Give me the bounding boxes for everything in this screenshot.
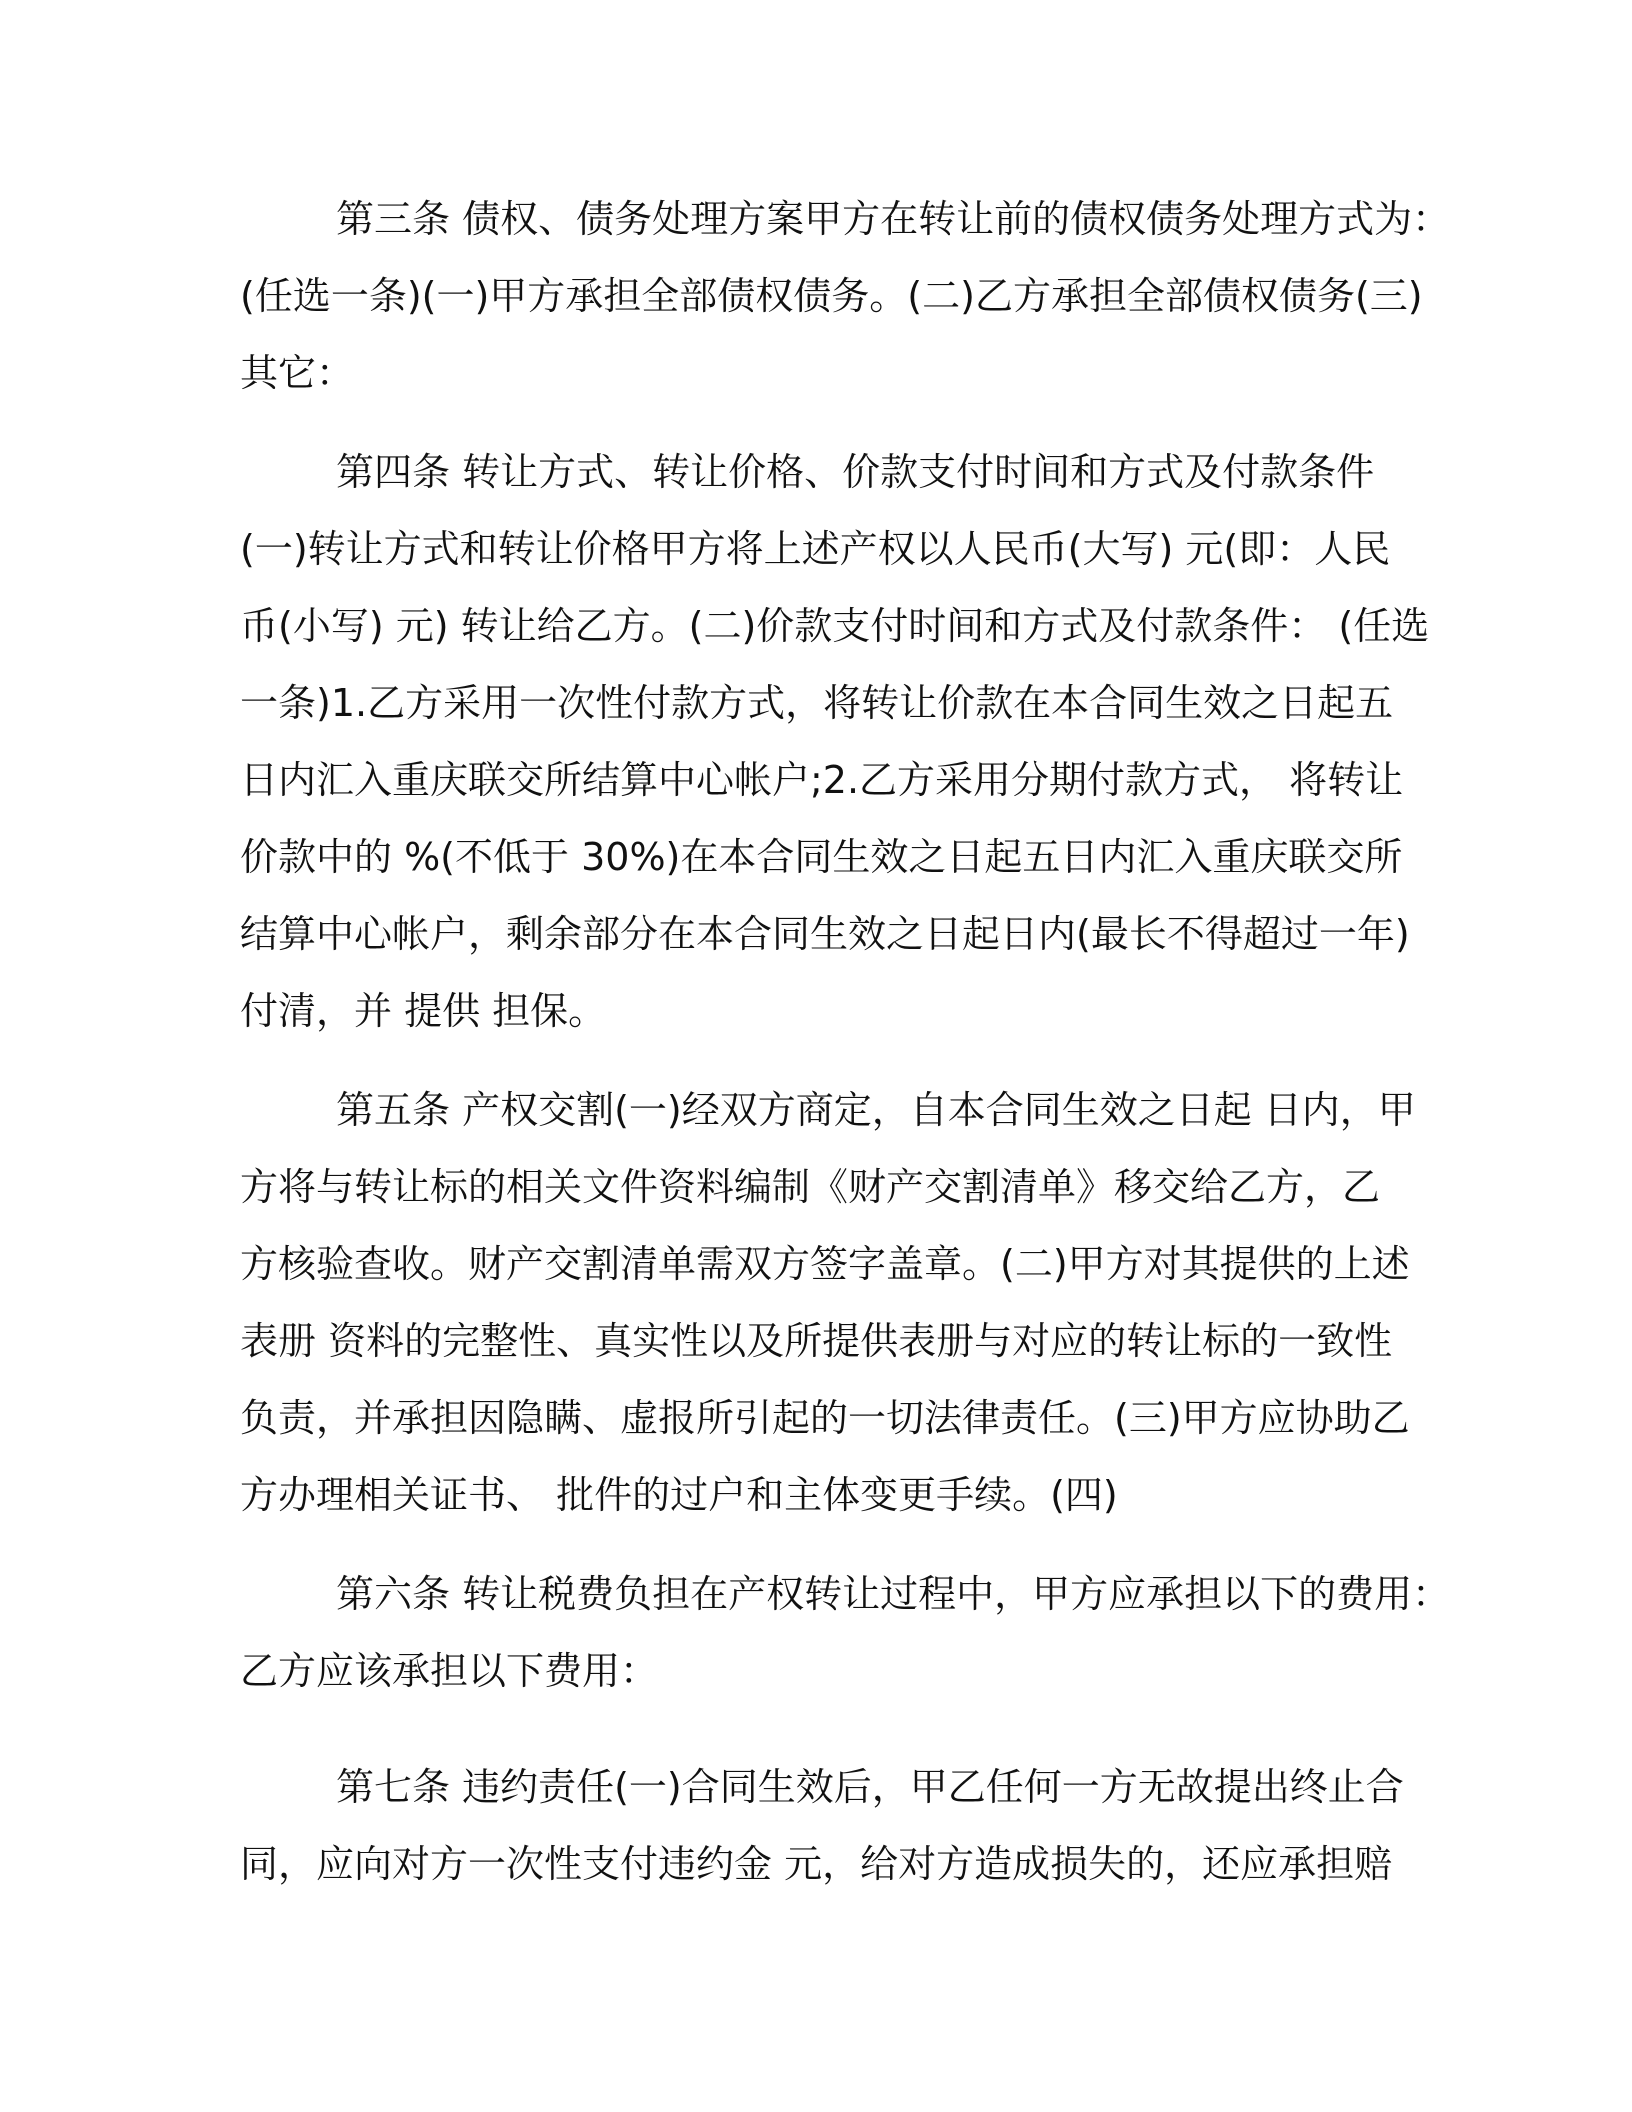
text-line: 方办理相关证书、 批件的过户和主体变更手续。(四) [240, 1473, 1118, 1517]
text-line: 方将与转让标的相关文件资料编制《财产交割清单》移交给乙方，乙 [240, 1165, 1381, 1209]
text-line: 第四条 转让方式、转让价格、价款支付时间和方式及付款条件 [336, 450, 1375, 494]
text-line: 乙方应该承担以下费用： [240, 1649, 659, 1693]
text-line: 方核验查收。财产交割清单需双方签字盖章。(二)甲方对其提供的上述 [240, 1242, 1410, 1286]
text-line: 第三条 债权、债务处理方案甲方在转让前的债权债务处理方式为： [336, 197, 1451, 241]
text-line: 价款中的 %(不低于 30%)在本合同生效之日起五日内汇入重庆联交所 [240, 835, 1403, 879]
text-line: 负责，并承担因隐瞒、虚报所引起的一切法律责任。(三)甲方应协助乙 [240, 1396, 1410, 1440]
text-line: 第五条 产权交割(一)经双方商定，自本合同生效之日起 日内，甲 [336, 1088, 1416, 1132]
text-line: 币(小写) 元) 转让给乙方。(二)价款支付时间和方式及付款条件： (任选 [240, 604, 1430, 648]
text-line: 付清，并 提供 担保。 [240, 989, 607, 1033]
article-4-paragraph [240, 434, 1430, 1050]
text-line: (任选一条)(一)甲方承担全部债权债务。(二)乙方承担全部债权债务(三) [240, 274, 1423, 318]
article-5-paragraph [240, 1072, 1416, 1534]
text-line: 第六条 转让税费负担在产权转让过程中，甲方应承担以下的费用： [336, 1572, 1451, 1616]
text-line: 结算中心帐户，剩余部分在本合同生效之日起日内(最长不得超过一年) [240, 912, 1410, 956]
text-line: 一条)1.乙方采用一次性付款方式，将转让价款在本合同生效之日起五 [240, 681, 1394, 725]
text-line: 同，应向对方一次性支付违约金 元，给对方造成损失的，还应承担赔 [240, 1842, 1393, 1886]
text-line: 日内汇入重庆联交所结算中心帐户;2.乙方采用分期付款方式， 将转让 [240, 758, 1404, 802]
text-line: 其它： [240, 351, 355, 395]
text-line: (一)转让方式和转让价格甲方将上述产权以人民币(大写) 元(即：人民 [240, 527, 1391, 571]
text-line: 第七条 违约责任(一)合同生效后，甲乙任何一方无故提出终止合 [336, 1765, 1404, 1809]
article-7-paragraph [240, 1749, 1404, 1903]
text-line: 表册 资料的完整性、真实性以及所提供表册与对应的转让标的一致性 [240, 1319, 1393, 1363]
article-3-paragraph [240, 181, 1451, 412]
article-6-paragraph [240, 1556, 1451, 1710]
